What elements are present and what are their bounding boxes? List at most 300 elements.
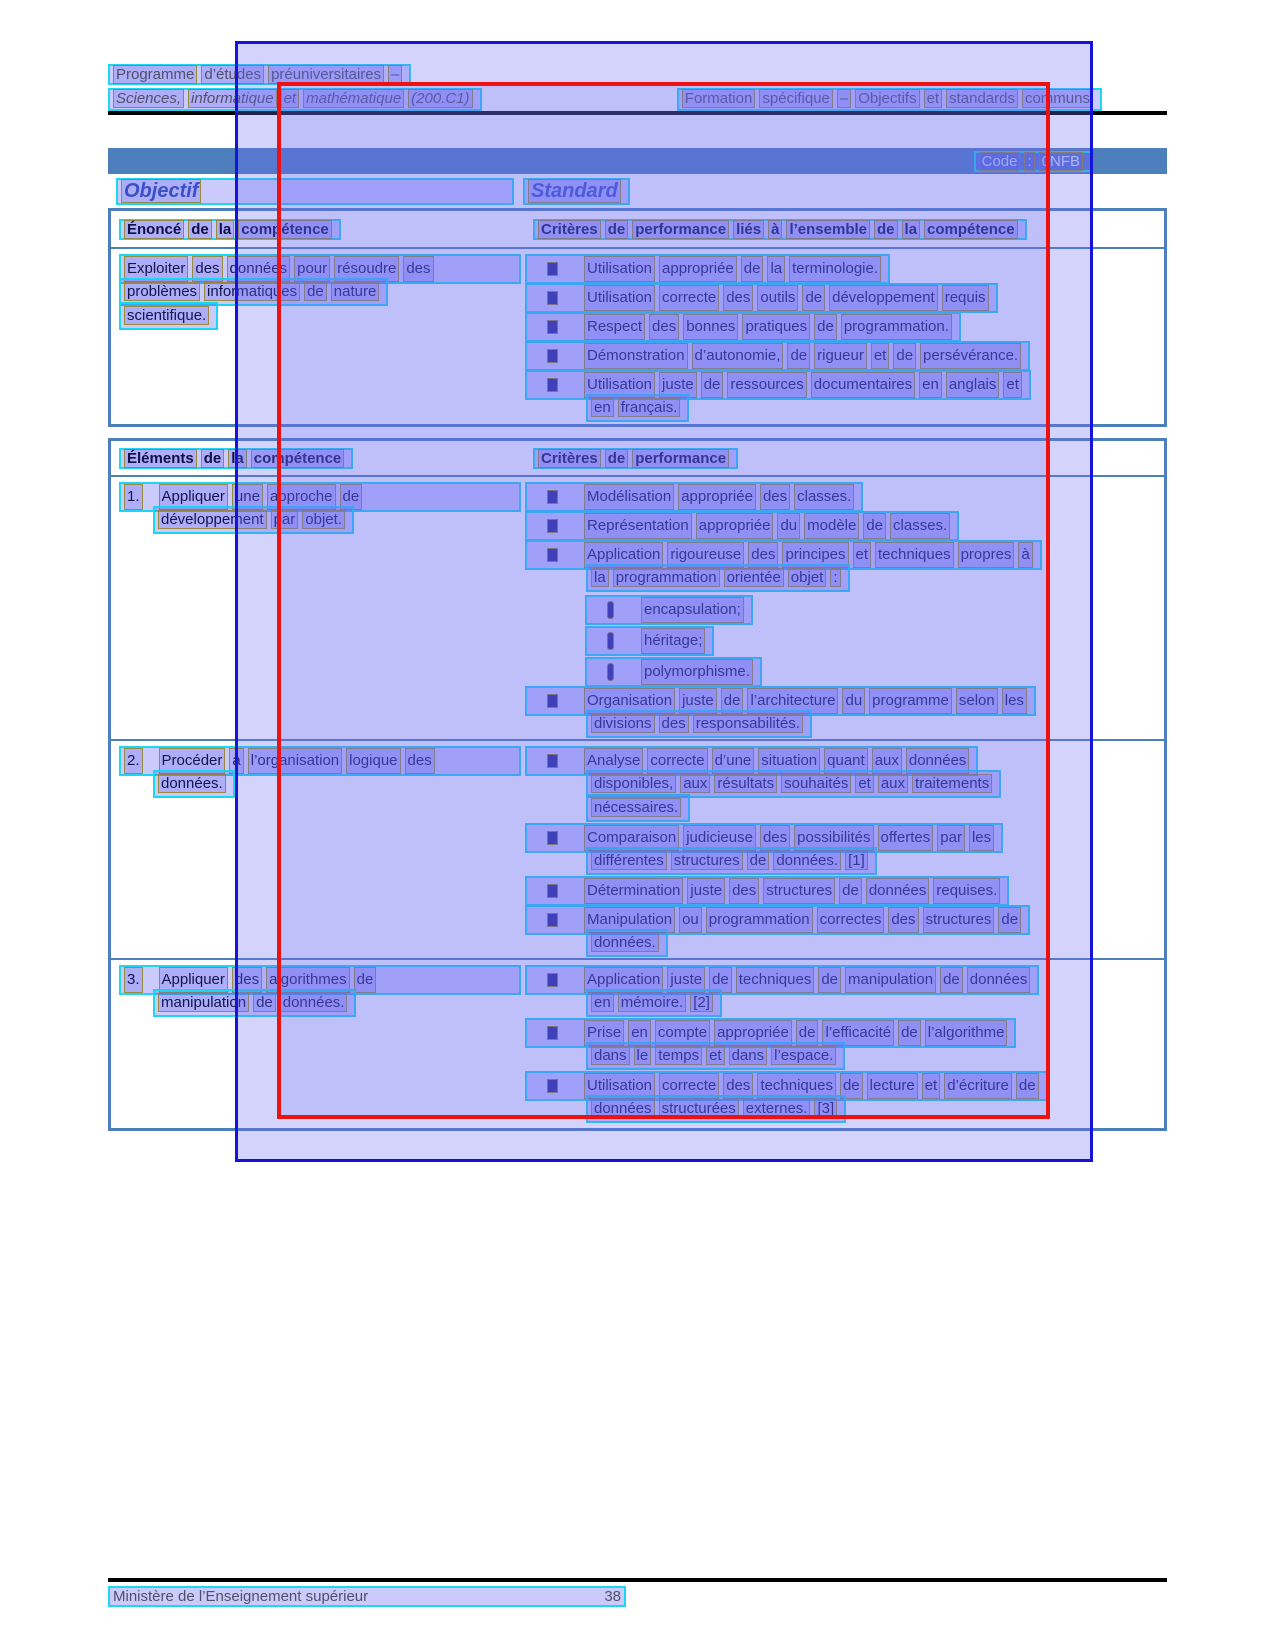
line-highlight [525,482,863,512]
sub-criterion-line [525,595,1164,619]
word-box: structures [671,851,743,870]
word-box: quant [824,748,868,774]
word-box: résultats [714,774,777,793]
square-bullet-icon [547,1079,558,1093]
word-box: Standard [528,179,621,203]
word-box: problèmes [124,282,200,301]
word-box: à [768,220,782,239]
elements-table-body [111,477,1164,1170]
line-highlight [525,283,998,313]
word-box: documentaires [811,372,915,398]
word-box: la [902,220,921,239]
square-bullet-icon [547,291,558,305]
word-box: polymorphisme. [641,659,753,685]
line-highlight [586,1042,845,1070]
criterion-line [525,540,1164,564]
word-box: propres [958,542,1015,568]
word-box: de [747,851,770,870]
word-box: structures [923,907,995,933]
criterion-line [525,1071,1164,1095]
element-row [111,477,1164,739]
word-box: Critères [538,449,601,468]
word-box: préuniversitaires [268,65,384,84]
word-box: Respect [584,314,645,340]
word-box: appropriée [696,513,774,539]
criterion [525,905,1164,953]
word-box: dans [729,1046,768,1065]
objectif-label [121,180,205,202]
section-headings [108,178,1167,204]
word-box: données. [280,993,348,1012]
sub-criterion-line [525,626,1164,650]
word-box: différentes [591,851,667,870]
word-box: données. [773,851,841,870]
word-box: Utilisation [584,285,655,311]
word-box: requis [942,285,989,311]
word-box: traitements [912,774,992,793]
word-box: disponibles, [591,774,676,793]
item-number: 1. [124,484,143,510]
word-box: Exploiter [124,256,188,282]
word-box: des [405,748,435,774]
enonce-header-label [124,221,336,238]
word-box: Programme [113,65,197,84]
word-box: aux [878,774,908,793]
line-highlight [525,876,1009,906]
line-highlight [525,254,890,284]
criterion-line [525,770,1164,794]
dash-bullet-icon [607,663,614,681]
competence-table-body [111,249,1164,423]
word-box: et [922,1073,941,1099]
word-box: Utilisation [584,256,655,282]
line-highlight [525,511,959,541]
word-box: – [388,65,402,84]
line-highlight [586,564,850,592]
word-box: les [969,825,994,851]
word-box: de [253,993,276,1012]
criterion-line [525,482,1164,506]
word-box: l’ensemble [786,220,870,239]
word-box: le [634,1046,652,1065]
criterion-line [525,511,1164,535]
word-box: spécifique [759,89,833,108]
criterion [525,312,1164,336]
word-box: des [723,1073,753,1099]
criteres-cell [525,254,1164,423]
criterion-line [525,254,1164,278]
word-box: informatique [188,89,277,108]
word-box: Code [979,152,1021,171]
header-line-2 [108,88,1167,111]
word-box: lecture [867,1073,918,1099]
word-box: données. [158,774,226,793]
word-box: bonnes [683,314,738,340]
word-box: développement [829,285,938,311]
criterion [525,823,1164,871]
criterion [525,482,1164,506]
word-box: développement [158,510,267,529]
word-box: de [893,343,916,369]
line-highlight [586,794,690,822]
square-bullet-icon [547,378,558,392]
competence-table [108,208,1167,427]
word-box: rigoureuse [667,542,744,568]
element-line [119,506,525,530]
word-box: Modélisation [584,484,674,510]
word-box: l’organisation [248,748,342,774]
section-name [682,90,1097,107]
element-cell [111,746,525,958]
word-box: l’espace. [771,1046,836,1065]
word-box: et [871,343,890,369]
word-box: externes. [743,1099,811,1118]
word-box: d’autonomie, [692,343,784,369]
word-box: [3] [814,1099,837,1118]
element-line [119,965,525,989]
criterion-line [525,1042,1164,1066]
criterion-line [525,905,1164,929]
line-highlight [153,770,235,798]
word-box: correctes [817,907,885,933]
line-highlight [119,302,218,330]
word-box: : [830,568,840,587]
element-line [119,278,525,302]
word-box: données [967,967,1031,993]
criterion [525,341,1164,365]
header-line-1 [108,64,1167,87]
word-box: et [706,1046,725,1065]
criterion [525,283,1164,307]
word-box: Formation [682,89,756,108]
word-box: performance [632,220,729,239]
word-box: classes. [794,484,854,510]
word-box: de [898,1020,921,1046]
element-line [119,254,525,278]
element-row [111,958,1164,1170]
competence-table-header [111,211,1164,249]
word-box: correcte [659,1073,719,1099]
element-line [119,482,525,506]
criteria-cell [525,746,1164,958]
word-box: juste [687,878,725,904]
element-line [119,989,525,1013]
criterion [525,686,1164,734]
word-box: Analyse [584,748,643,774]
criterion-line [525,746,1164,770]
line-highlight [585,626,714,656]
line-highlight [585,657,762,687]
word-box: de [940,967,963,993]
item-number: 2. [124,748,143,774]
word-box: en [591,993,614,1012]
element-cell [111,965,525,1170]
word-box: de [839,878,862,904]
footer-rule [108,1578,1167,1582]
word-box: Utilisation [584,1073,655,1099]
word-box: Détermination [584,878,683,904]
objectif-heading [116,178,514,205]
word-box: de [796,1020,819,1046]
word-box: aux [680,774,710,793]
word-box: de [304,282,327,301]
word-box: logique [346,748,400,774]
word-box: les [1002,688,1027,714]
word-box: en [919,372,942,398]
criterion [525,1018,1164,1066]
word-box: données [227,256,291,282]
line-highlight [586,989,722,1017]
word-box: programmation. [841,314,952,340]
performance-header-label [538,450,733,467]
word-box: divisions [591,714,655,733]
word-box: temps [655,1046,702,1065]
word-box: classes. [890,513,950,539]
word-box: de [818,967,841,993]
word-box: et [281,89,300,108]
word-box: techniques [736,967,815,993]
word-box: responsabilités. [693,714,803,733]
line-highlight [586,394,689,422]
word-box: données. [591,933,659,952]
word-box: de [863,513,886,539]
square-bullet-icon [547,831,558,845]
line-highlight [677,88,1102,111]
word-box: ou [679,907,702,933]
word-box: de [709,967,732,993]
header-rule [108,111,1167,115]
word-box: compétence [238,220,332,239]
criterion-line [525,370,1164,394]
criterion-line [525,823,1164,847]
word-box: Objectif [121,179,201,203]
square-bullet-icon [547,754,558,768]
word-box: données [591,1099,655,1118]
ministry-name: Ministère de l’Enseignement supérieur [113,1588,369,1605]
word-box: appropriée [714,1020,792,1046]
program-name [113,90,477,107]
word-box: judicieuse [683,825,756,851]
word-box: anglais [946,372,1000,398]
word-box: ressources [727,372,806,398]
word-box: encapsulation; [641,597,744,623]
word-box: la [216,220,235,239]
word-box: Application [584,542,663,568]
word-box: compétence [251,449,345,468]
word-box: offertes [878,825,934,851]
word-box: modèle [804,513,859,539]
word-box: requises. [933,878,1000,904]
word-box: de [605,220,629,239]
word-box: manipulation [845,967,936,993]
elements-table-header [111,441,1164,477]
word-box: de [201,449,225,468]
header-text [113,66,406,83]
word-box: juste [679,688,717,714]
word-box: des [748,542,778,568]
criterion [525,1071,1164,1119]
code-bar [108,148,1167,174]
enonce-cell [111,254,525,423]
line-highlight [974,151,1092,172]
word-box: correcte [659,285,719,311]
word-box: scientifique. [124,306,209,325]
word-box: à [229,748,243,774]
page-number: 38 [604,1588,621,1605]
sub-criterion-line [525,657,1164,681]
line-highlight [586,929,668,957]
word-box: à [1018,542,1032,568]
word-box: des [729,878,759,904]
word-box: l’architecture [747,688,838,714]
criterion-line [525,312,1164,336]
word-box: outils [757,285,798,311]
word-box: une [232,484,263,510]
line-highlight [108,1586,626,1607]
word-box: Procéder [159,748,226,774]
word-box: algorithmes [266,967,350,993]
criterion-line [525,847,1164,871]
line-highlight [525,341,1030,371]
word-box: Démonstration [584,343,688,369]
square-bullet-icon [547,262,558,276]
line-highlight [108,64,411,85]
word-box: de [787,343,810,369]
word-box: et [1003,372,1022,398]
line-highlight [586,710,812,738]
word-box: de [701,372,724,398]
elements-header [119,448,353,469]
criterion-line [525,283,1164,307]
square-bullet-icon [547,320,558,334]
word-box: standards [946,89,1018,108]
word-box: de [340,484,363,510]
criteria-cell [525,965,1164,1170]
word-box: [2] [690,993,713,1012]
square-bullet-icon [547,694,558,708]
word-box: des [232,967,262,993]
word-box: – [837,89,851,108]
word-box: des [760,825,790,851]
word-box: approche [267,484,336,510]
dash-bullet-icon [607,632,614,650]
element-cell [111,482,525,739]
word-box: terminologie. [789,256,881,282]
square-bullet-icon [547,349,558,363]
word-box: pratiques [742,314,810,340]
line-highlight [153,989,356,1017]
word-box: Éléments [124,449,197,468]
word-box: Représentation [584,513,692,539]
word-box: programme [869,688,952,714]
standard-heading [523,178,630,205]
word-box: rigueur [814,343,867,369]
word-box: [1] [845,851,868,870]
word-box: de [802,285,825,311]
word-box: persévérance. [920,343,1021,369]
word-box: appropriée [659,256,737,282]
criterion-line [525,564,1164,588]
word-box: Application [584,967,663,993]
criterion [525,540,1164,681]
word-box: de [874,220,898,239]
standard-label [528,180,625,202]
word-box: des [723,285,753,311]
word-box: et [853,542,872,568]
square-bullet-icon [547,884,558,898]
word-box: d’études [201,65,264,84]
word-box: de [1016,1073,1039,1099]
word-box: compétence [924,220,1018,239]
word-box: correcte [647,748,707,774]
word-box: performance [632,449,729,468]
word-box: souhaités [781,774,851,793]
word-box: Sciences, [113,89,184,108]
enonce-header [119,219,341,240]
item-number: 3. [124,967,143,993]
word-box: du [842,688,865,714]
criterion [525,965,1164,1013]
word-box: juste [667,967,705,993]
word-box: des [649,314,679,340]
word-box: 0NFB [1039,152,1083,171]
word-box: des [403,256,433,282]
code-value [979,153,1087,170]
word-box: nécessaires. [591,798,681,817]
square-bullet-icon [547,973,558,987]
criterion [525,746,1164,818]
word-box: techniques [875,542,954,568]
word-box: des [659,714,689,733]
word-box: programmation [706,907,813,933]
word-box: français. [618,398,681,417]
criterion-line [525,341,1164,365]
word-box: données [906,748,970,774]
word-box: la [767,256,785,282]
line-highlight [525,312,961,342]
word-box: l’efficacité [822,1020,894,1046]
word-box: d’une [712,748,755,774]
word-box: et [855,774,874,793]
word-box: des [192,256,222,282]
word-box: la [228,449,247,468]
criterion [525,876,1164,900]
word-box: mathématique [303,89,404,108]
word-box: nature [331,282,380,301]
line-highlight [153,506,354,534]
word-box: en [628,1020,651,1046]
word-box: héritage; [641,628,705,654]
criteria-cell [525,482,1164,739]
criterion [525,254,1164,278]
word-box: structures [763,878,835,904]
criterion [525,511,1164,535]
word-box: d’écriture [944,1073,1012,1099]
word-box: données [866,878,930,904]
word-box: manipulation [158,993,249,1012]
word-box: Énoncé [124,220,184,239]
word-box: compte [655,1020,710,1046]
criterion-line [525,1095,1164,1119]
element-line [119,746,525,770]
word-box: Manipulation [584,907,675,933]
word-box: Appliquer [159,967,228,993]
word-box: et [924,89,943,108]
word-box: mémoire. [618,993,687,1012]
word-box: Prise [584,1020,624,1046]
word-box: de [741,256,764,282]
word-box: Appliquer [159,484,228,510]
